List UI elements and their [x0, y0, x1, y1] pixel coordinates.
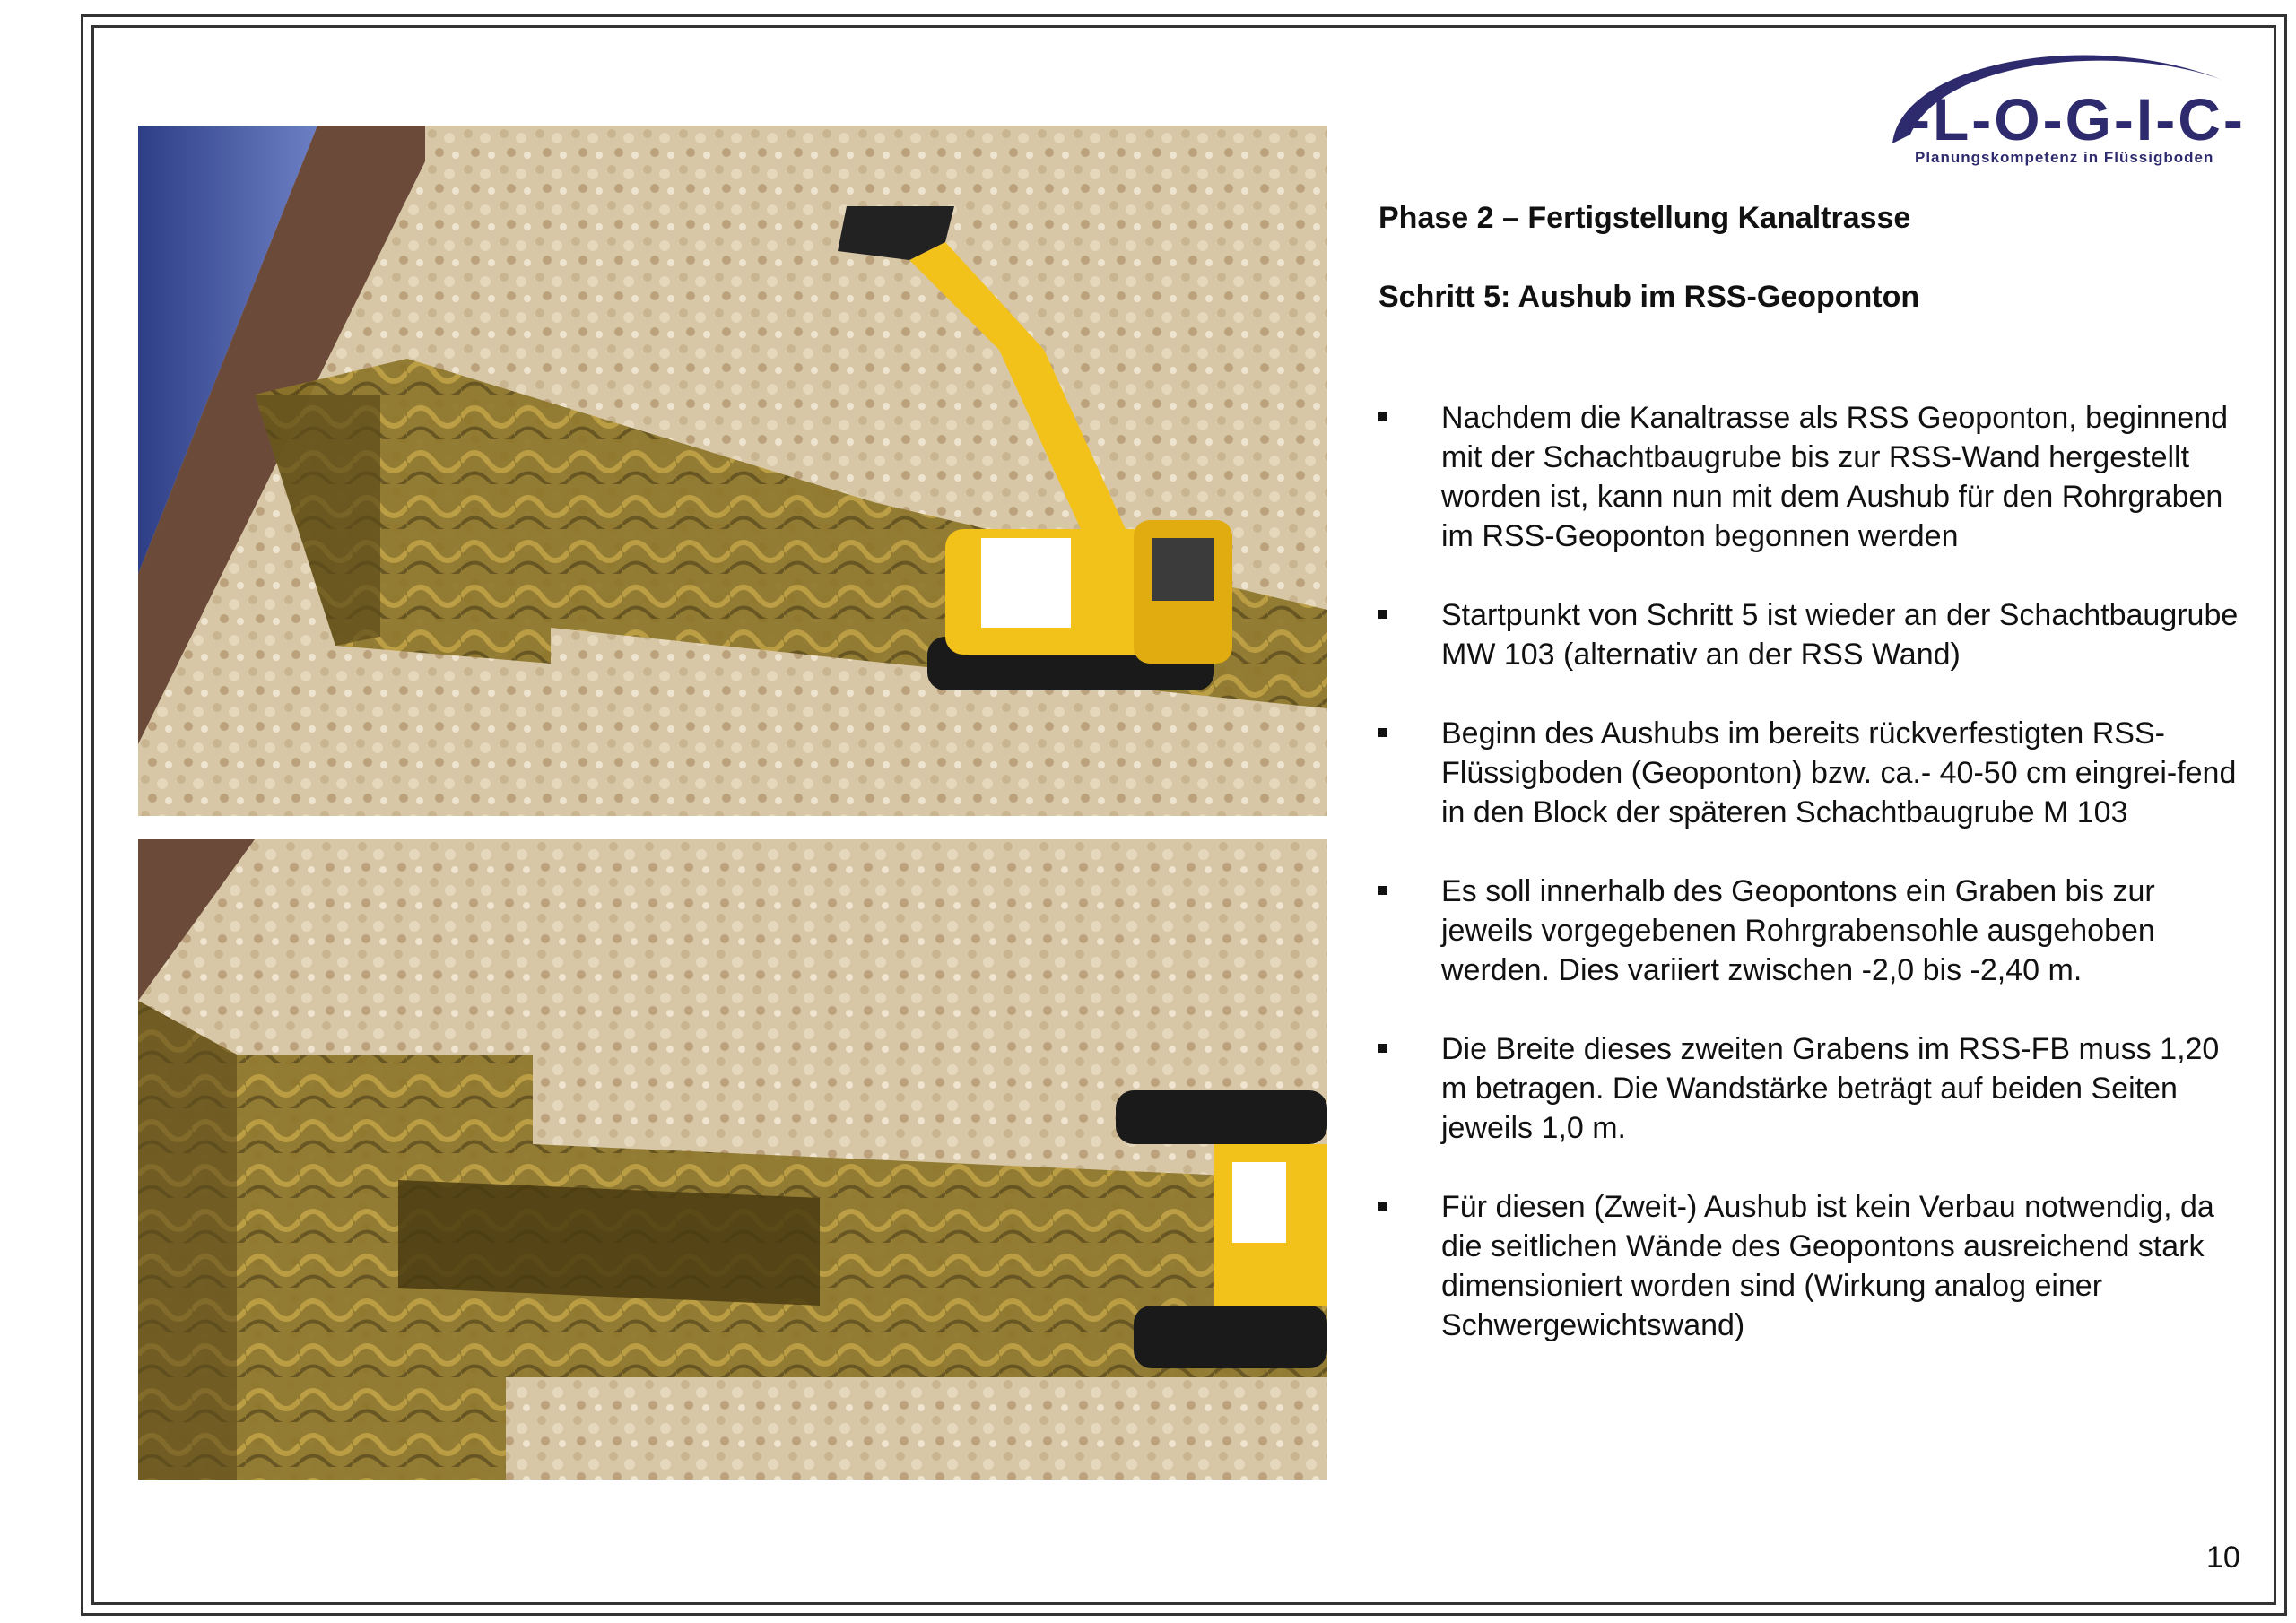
bullet-square-icon	[1378, 412, 1387, 421]
phase-heading: Phase 2 – Fertigstellung Kanaltrasse	[1378, 201, 1911, 235]
list-item	[1378, 595, 2239, 674]
list-item-text: Beginn des Aushubs im bereits rückverfestigten RSS-Flüssigboden (Geoponton) bzw. ca.- 40-50 cm eingrei-fend in den Block der späteren Schachtbaugrube M 103	[1441, 716, 2237, 829]
list-item	[1378, 872, 2239, 990]
bullet-square-icon	[1378, 1202, 1387, 1211]
list-item-text: Nachdem die Kanaltrasse als RSS Geoponton, beginnend mit der Schachtbaugrube bis zur RSS-Wand hergestellt worden ist, kann nun mit dem Aushub für den Rohrgraben im RSS-Geoponton begonnen werden	[1441, 401, 2229, 553]
list-item-text: Startpunkt von Schritt 5 ist wieder an der Schachtbaugrube MW 103 (alternativ an der RSS Wand)	[1441, 598, 2239, 672]
illustration-trench-bottom	[138, 839, 1327, 1480]
illustration-excavator-top	[138, 126, 1327, 816]
step-heading: Schritt 5: Aushub im RSS-Geoponton	[1378, 280, 1920, 314]
list-item	[1378, 398, 2239, 556]
page-number: 10	[2206, 1541, 2240, 1575]
bullet-list	[1378, 398, 2239, 1384]
logo-text: -L-O-G-I-C-	[1910, 86, 2246, 152]
logo-tagline: Planungskompetenz in Flüssigboden	[1915, 149, 2214, 166]
bullet-square-icon	[1378, 886, 1387, 895]
bullet-square-icon	[1378, 610, 1387, 619]
list-item-text: Die Breite dieses zweiten Grabens im RSS-FB muss 1,20 m betragen. Die Wandstärke beträgt auf beiden Seiten jeweils 1,0 m.	[1441, 1032, 2220, 1145]
bullet-square-icon	[1378, 728, 1387, 737]
list-item-text: Für diesen (Zweit-) Aushub ist kein Verbau notwendig, da die seitlichen Wände des Geopontons ausreichend stark dimensioniert worden sind (Wirkung analog einer Schwergewichtswand)	[1441, 1190, 2214, 1342]
list-item	[1378, 1029, 2239, 1148]
list-item	[1378, 1187, 2239, 1345]
list-item	[1378, 714, 2239, 832]
list-item-text: Es soll innerhalb des Geopontons ein Graben bis zur jeweils vorgegebenen Rohrgrabensohle ausgehoben werden. Dies variiert zwischen -2,0 bis -2,40 m.	[1441, 874, 2155, 987]
bullet-square-icon	[1378, 1044, 1387, 1053]
